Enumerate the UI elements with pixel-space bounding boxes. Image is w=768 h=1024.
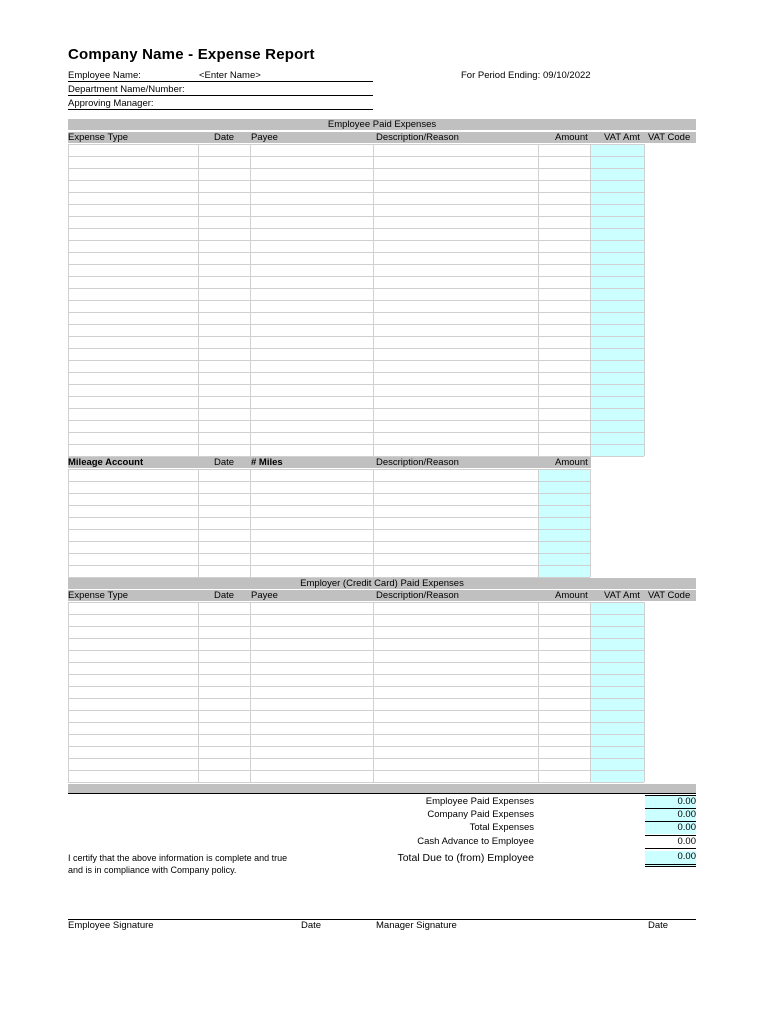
col-description: Description/Reason: [376, 457, 459, 468]
grid-row-line: [68, 469, 590, 470]
summary-total-value: 0.00: [645, 821, 696, 834]
grid-row-line: [68, 481, 590, 482]
grid-column-line: [198, 469, 199, 577]
grid-row-line: [68, 662, 644, 663]
col-description: Description/Reason: [376, 590, 459, 601]
grid-row-line: [68, 505, 590, 506]
grid-row-line: [68, 517, 590, 518]
grid-column-line: [590, 469, 591, 577]
grid-row-line: [68, 626, 644, 627]
grid-row-line: [68, 180, 644, 181]
col-miles: # Miles: [251, 457, 283, 468]
grid-row-line: [68, 758, 644, 759]
col-amount: Amount: [555, 132, 588, 143]
grid-row-line: [68, 264, 644, 265]
grid-column-line: [198, 602, 199, 782]
shaded-cell-column: [538, 469, 590, 577]
report-title: Company Name - Expense Report: [68, 46, 315, 63]
summary-employee-paid-label: Employee Paid Expenses: [425, 796, 534, 807]
grid-row-line: [68, 553, 590, 554]
grid-row-line: [68, 614, 644, 615]
col-date: Date: [214, 457, 235, 468]
summary-total-label: Total Expenses: [469, 822, 534, 833]
grid-row-line: [68, 204, 644, 205]
summary-company-paid-value: 0.00: [645, 808, 696, 821]
grid-row-line: [68, 541, 590, 542]
employer-paid-table[interactable]: [68, 602, 696, 783]
certification-line-2: and is in compliance with Company policy.: [68, 865, 237, 875]
mileage-table[interactable]: [68, 469, 591, 576]
grid-row-line: [68, 156, 644, 157]
grid-row-line: [68, 192, 644, 193]
col-vat-code: VAT Code: [648, 590, 691, 601]
employee-paid-column-headers: [68, 132, 696, 143]
employer-paid-column-headers: [68, 590, 696, 601]
summary-cash-advance-field[interactable]: 0.00: [645, 835, 696, 849]
grid-row-line: [68, 240, 644, 241]
grid-row-line: [68, 782, 644, 783]
grid-column-line: [198, 144, 199, 456]
summary-cash-advance-label: Cash Advance to Employee: [417, 836, 534, 847]
grid-column-line: [68, 469, 69, 577]
grid-row-line: [68, 324, 644, 325]
manager-label: Approving Manager:: [68, 98, 154, 109]
grid-column-line: [538, 602, 539, 782]
col-vat-code: VAT Code: [648, 132, 691, 143]
grid-row-line: [68, 710, 644, 711]
grid-row-line: [68, 360, 644, 361]
grid-row-line: [68, 686, 644, 687]
employee-name-label: Employee Name:: [68, 70, 141, 81]
grid-row-line: [68, 396, 644, 397]
grid-row-line: [68, 602, 644, 603]
grid-column-line: [538, 144, 539, 456]
grid-column-line: [373, 469, 374, 577]
grid-row-line: [68, 312, 644, 313]
employer-paid-footer-bar: [68, 784, 696, 794]
col-mileage-account: Mileage Account: [68, 457, 144, 468]
col-expense-type: Expense Type: [68, 590, 129, 601]
grid-row-line: [68, 252, 644, 253]
grid-row-line: [68, 722, 644, 723]
period-label: For Period Ending:: [461, 70, 541, 81]
grid-row-line: [68, 144, 644, 145]
manager-signature-label: Manager Signature: [376, 920, 457, 931]
grid-row-line: [68, 529, 590, 530]
grid-column-line: [590, 144, 591, 456]
grid-column-line: [68, 602, 69, 782]
col-expense-type: Expense Type: [68, 132, 129, 143]
grid-column-line: [644, 602, 645, 782]
grid-row-line: [68, 384, 644, 385]
period-value[interactable]: 09/10/2022: [543, 70, 591, 81]
grid-row-line: [68, 408, 644, 409]
grid-row-line: [68, 228, 644, 229]
grid-row-line: [68, 734, 644, 735]
col-amount: Amount: [555, 590, 588, 601]
employee-name-underline: [68, 81, 373, 82]
col-vat-amt: VAT Amt: [604, 590, 640, 601]
grid-column-line: [250, 602, 251, 782]
shaded-cell-column: [590, 602, 644, 782]
grid-row-line: [68, 420, 644, 421]
grid-row-line: [68, 698, 644, 699]
employee-paid-section-title: Employee Paid Expenses: [68, 119, 696, 130]
department-underline: [68, 95, 373, 96]
grid-column-line: [538, 469, 539, 577]
summary-employee-paid-value: 0.00: [645, 795, 696, 808]
col-payee: Payee: [251, 590, 278, 601]
grid-row-line: [68, 336, 644, 337]
employer-paid-section-title: Employer (Credit Card) Paid Expenses: [68, 578, 696, 589]
grid-row-line: [68, 276, 644, 277]
grid-row-line: [68, 746, 644, 747]
department-label: Department Name/Number:: [68, 84, 185, 95]
col-amount: Amount: [555, 457, 588, 468]
grid-column-line: [68, 144, 69, 456]
col-date: Date: [214, 132, 235, 143]
grid-row-line: [68, 444, 644, 445]
grid-row-line: [68, 216, 644, 217]
col-payee: Payee: [251, 132, 278, 143]
col-vat-amt: VAT Amt: [604, 132, 640, 143]
certification-line-1: I certify that the above information is complete and true: [68, 853, 288, 863]
grid-column-line: [644, 144, 645, 456]
col-description: Description/Reason: [376, 132, 459, 143]
summary-company-paid-label: Company Paid Expenses: [427, 809, 534, 820]
mileage-column-headers: [68, 457, 591, 468]
grid-row-line: [68, 372, 644, 373]
grid-row-line: [68, 674, 644, 675]
employee-signature-date-label: Date: [301, 920, 322, 931]
employee-signature-label: Employee Signature: [68, 920, 154, 931]
grid-row-line: [68, 650, 644, 651]
grid-row-line: [68, 168, 644, 169]
grid-column-line: [373, 602, 374, 782]
grid-row-line: [68, 565, 590, 566]
grid-row-line: [68, 300, 644, 301]
grid-row-line: [68, 348, 644, 349]
summary-total-due-value: 0.00: [645, 851, 696, 867]
manager-signature-date-label: Date: [648, 920, 669, 931]
grid-row-line: [68, 493, 590, 494]
grid-row-line: [68, 638, 644, 639]
employee-paid-table[interactable]: [68, 144, 696, 456]
manager-underline: [68, 109, 373, 110]
grid-column-line: [250, 144, 251, 456]
employee-name-field[interactable]: <Enter Name>: [199, 70, 261, 81]
grid-row-line: [68, 770, 644, 771]
col-date: Date: [214, 590, 235, 601]
grid-row-line: [68, 432, 644, 433]
grid-column-line: [590, 602, 591, 782]
summary-total-due-label: Total Due to (from) Employee: [397, 852, 534, 864]
grid-column-line: [250, 469, 251, 577]
grid-column-line: [373, 144, 374, 456]
grid-row-line: [68, 288, 644, 289]
